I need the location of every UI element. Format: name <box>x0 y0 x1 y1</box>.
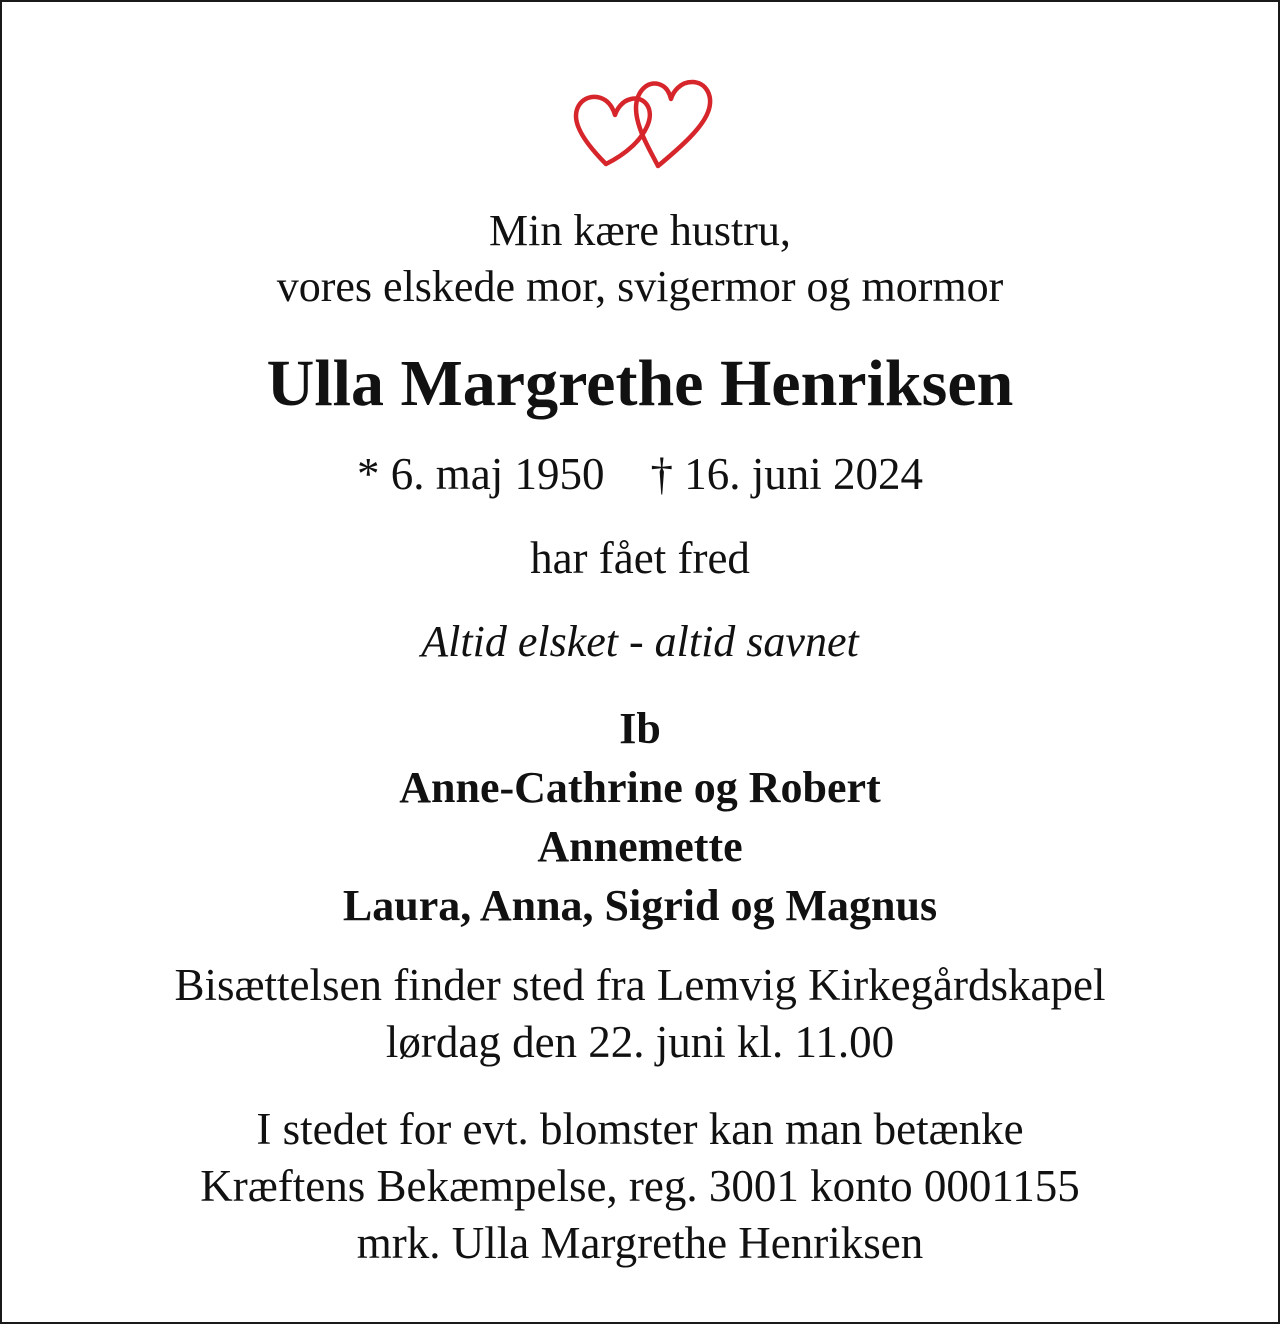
life-dates <box>2 448 1278 500</box>
birth-date: * 6. maj 1950 <box>357 449 605 499</box>
mourner-line: Ib <box>619 704 661 753</box>
mourner-line: Annemette <box>537 822 743 871</box>
funeral-info <box>2 957 1278 1071</box>
mourner-line: Laura, Anna, Sigrid og Magnus <box>342 881 938 930</box>
intro-line-1: Min kære hustru, <box>489 206 791 255</box>
deceased-name: Ulla Margrethe Henriksen <box>266 347 1014 420</box>
donation-line-1: I stedet for evt. blomster kan man betænke <box>256 1104 1024 1154</box>
mourner-line: Anne-Cathrine og Robert <box>399 763 881 812</box>
donation-line-2: Kræftens Bekæmpelse, reg. 3001 konto 0001155 <box>200 1161 1080 1211</box>
peace-text: har fået fred <box>530 533 750 583</box>
intro-line-2: vores elskede mor, svigermor og mormor <box>276 262 1004 311</box>
intro-text <box>2 203 1278 315</box>
motto-text: Altid elsket - altid savnet <box>421 617 859 666</box>
funeral-line-2: lørdag den 22. juni kl. 11.00 <box>385 1017 895 1067</box>
donation-line-3: mrk. Ulla Margrethe Henriksen <box>356 1218 924 1268</box>
mourners-list <box>2 699 1278 935</box>
funeral-line-1: Bisættelsen finder sted fra Lemvig Kirkegårdskapel <box>174 960 1106 1010</box>
donation-info <box>2 1101 1278 1272</box>
double-heart-icon <box>570 64 716 172</box>
death-date: † 16. juni 2024 <box>650 449 923 499</box>
